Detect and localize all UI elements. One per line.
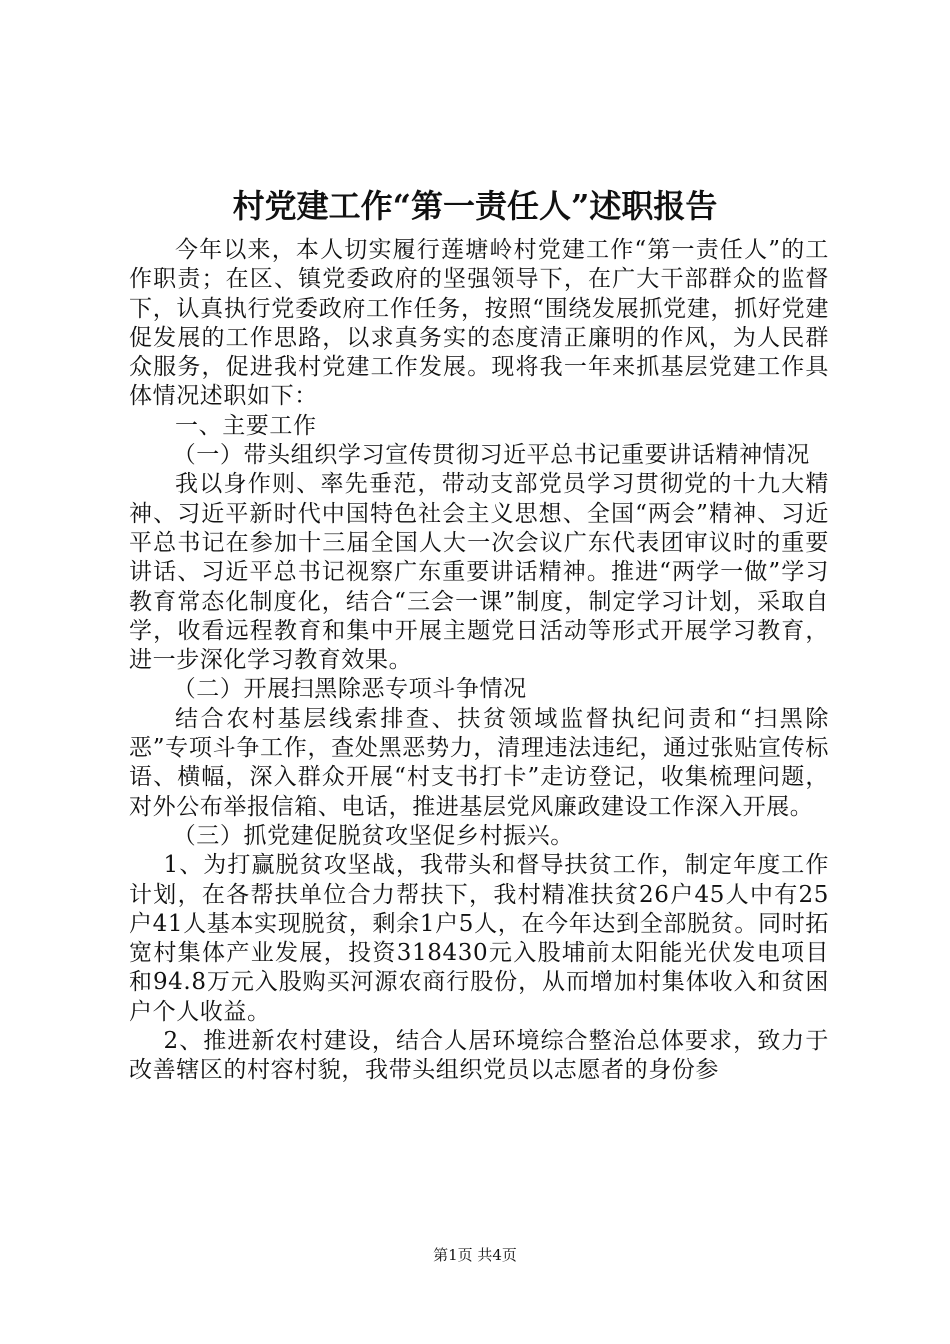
paragraph-poverty-2: 2、推进新农村建设，结合人居环境综合整治总体要求，致力于改善辖区的村容村貌，我带头组织党员以志愿者的身份参 xyxy=(129,1028,829,1084)
document-title: 村党建工作“第一责任人”述职报告 xyxy=(232,187,718,225)
paragraph-anti-crime: 结合农村基层线索排查、扶贫领域监督执纪问责和“扫黑除恶”专项斗争工作，查处黑恶势力，清理违法违纪，通过张贴宣传标语、横幅，深入群众开展“村支书打卡”走访登记，收集梳理问题，对外公布举报信箱、电话，推进基层党风廉政建设工作深入开展。 xyxy=(129,705,829,820)
paragraph-intro: 今年以来，本人切实履行莲塘岭村党建工作“第一责任人”的工作职责；在区、镇党委政府的坚强领导下，在广大干部群众的监督下，认真执行党委政府工作任务，按照“围绕发展抓党建，抓好党建促发展的工作思路，以求真务实的态度清正廉明的作风，为人民群众服务，促进我村党建工作发展。现将我一年来抓基层党建工作具体情况述职如下： xyxy=(129,237,829,410)
section-heading-main-work: 一、主要工作 xyxy=(175,412,317,439)
paragraph-study: 我以身作则、率先垂范，带动支部党员学习贯彻党的十九大精神、习近平新时代中国特色社会主义思想、全国“两会”精神、习近平总书记在参加十三届全国人大一次会议广东代表团审议时的重要讲话、习近平总书记视察广东重要讲话精神。推进“两学一做”学习教育常态化制度化，结合“三会一课”制度，制定学习计划，采取自学，收看远程教育和集中开展主题党日活动等形式开展学习教育，进一步深化学习教育效果。 xyxy=(129,471,829,674)
page-number: 第1页 共4页 xyxy=(433,1246,517,1264)
subsection-heading-study: （一）带头组织学习宣传贯彻习近平总书记重要讲话精神情况 xyxy=(172,442,810,469)
paragraph-poverty-1: 1、为打赢脱贫攻坚战，我带头和督导扶贫工作，制定年度工作计划，在各帮扶单位合力帮扶下，我村精准扶贫26户45人中有25户41人基本实现脱贫，剩余1户5人，在今年达到全部脱贫。同时拓宽村集体产业发展，投资318430元入股埔前太阳能光伏发电项目和94.8万元入股购买河源农商行股份，从而增加村集体收入和贫困户个人收益。 xyxy=(129,852,829,1025)
subsection-heading-poverty: （三）抓党建促脱贫攻坚促乡村振兴。 xyxy=(172,822,574,849)
document-body xyxy=(129,236,829,1086)
subsection-heading-anti-crime: （二）开展扫黑除恶专项斗争情况 xyxy=(172,676,527,703)
